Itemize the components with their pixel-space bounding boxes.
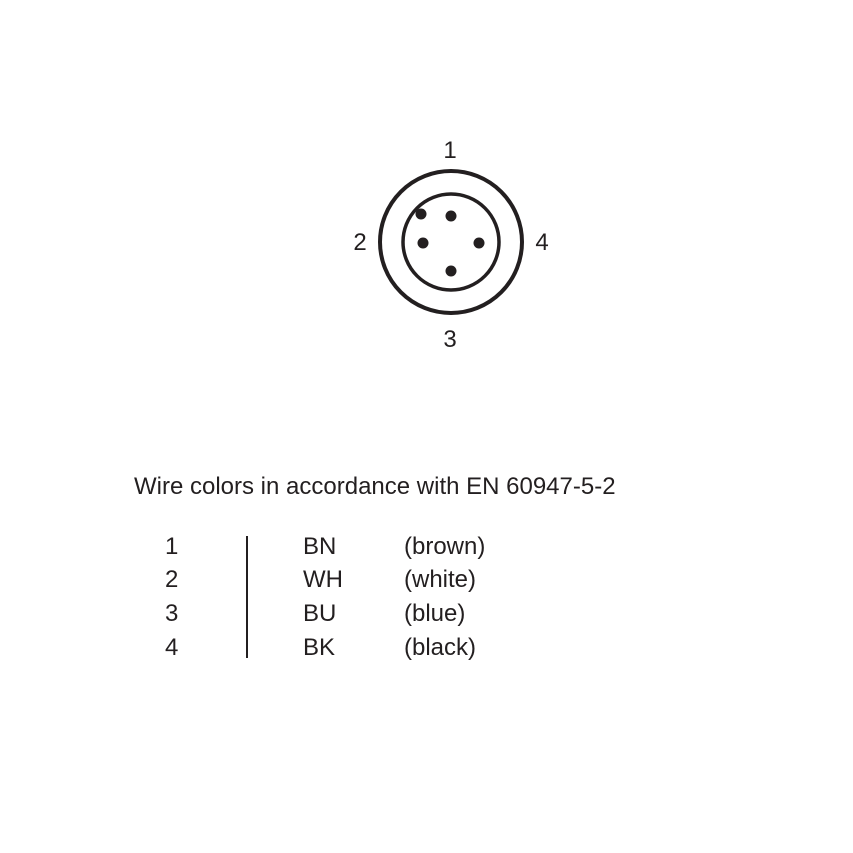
wire-pin-number: 1	[165, 533, 179, 560]
wire-color-code: BN	[303, 533, 337, 560]
pin-4-contact	[474, 238, 485, 249]
wire-row-2	[0, 565, 853, 599]
wire-color-code: WH	[303, 566, 343, 593]
coding-key-notch	[416, 209, 427, 220]
wire-color-code: BK	[303, 634, 336, 661]
wire-pin-number: 4	[165, 634, 179, 661]
pin-1-contact	[446, 211, 457, 222]
pin-2-contact	[418, 238, 429, 249]
wire-color-name: (brown)	[404, 533, 486, 560]
wire-pin-number: 2	[165, 566, 179, 593]
wire-row-4	[0, 633, 853, 667]
wire-color-table	[0, 532, 853, 672]
wire-color-name: (blue)	[404, 600, 466, 627]
wire-row-1	[0, 532, 853, 566]
wire-color-code: BU	[303, 600, 337, 627]
pin-3-contact	[446, 266, 457, 277]
wire-pin-number: 3	[165, 600, 179, 627]
wire-colors-heading: Wire colors in accordance with EN 60947-5-2	[134, 473, 616, 500]
wire-color-name: (black)	[404, 634, 477, 661]
pin-label-bottom: 3	[443, 326, 457, 353]
wire-row-3	[0, 599, 853, 633]
pin-label-top: 1	[443, 137, 457, 164]
wire-color-name: (white)	[404, 566, 477, 593]
pin-label-right: 4	[535, 229, 549, 256]
pin-label-left: 2	[353, 229, 367, 256]
